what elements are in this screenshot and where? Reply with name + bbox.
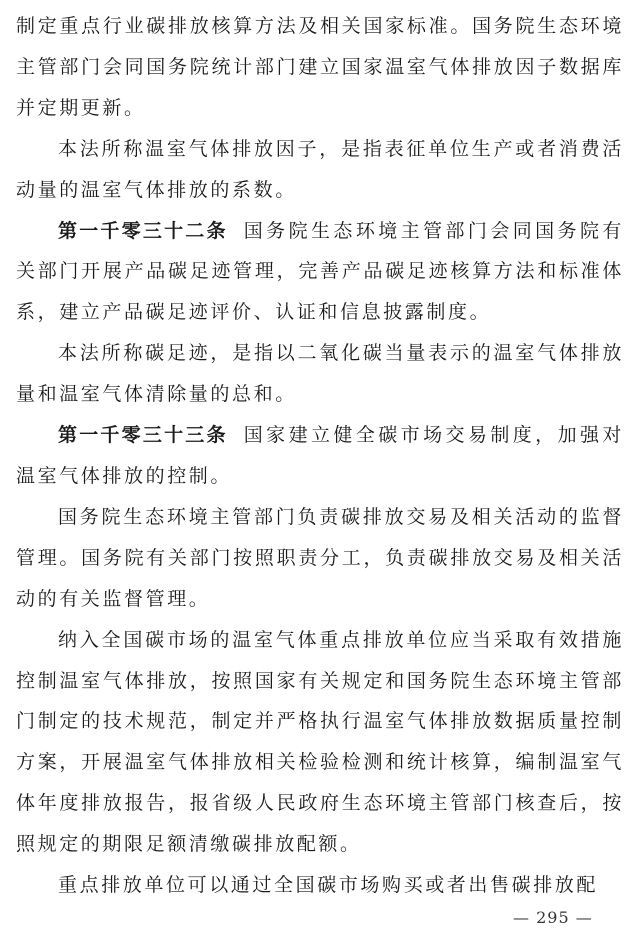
article-1033 (16, 415, 624, 497)
article-number: 第一千零三十三条 (58, 424, 228, 447)
paragraph (16, 333, 624, 415)
paragraph-text: 国家建立健全碳市场交易制度，加强对温室气体排放的控制。 (16, 424, 624, 487)
paragraph (16, 129, 624, 211)
paragraph (16, 497, 624, 620)
paragraph (16, 620, 624, 865)
paragraph (16, 865, 624, 906)
paragraph-text: 国务院生态环境主管部门负责碳排放交易及相关活动的监督管理。国务院有关部门按照职责分工，负责碳排放交易及相关活动的有关监督管理。 (16, 505, 624, 610)
page-number: — 295 — (513, 908, 593, 927)
paragraph-text: 纳入全国碳市场的温室气体重点排放单位应当采取有效措施控制温室气体排放，按照国家有关规定和国务院生态环境主管部门制定的技术规范，制定并严格执行温室气体排放数据质量控制方案，开展温室气体排放相关检验检测和统计核算，编制温室气体年度排放报告，报省级人民政府生态环境主管部门核查后，按照规定的期限足额清缴碳排放配额。 (16, 628, 624, 856)
document-page (16, 6, 624, 906)
paragraph-text: 本法所称温室气体排放因子，是指表征单位生产或者消费活动量的温室气体排放的系数。 (16, 137, 624, 201)
paragraph-text: 重点排放单位可以通过全国碳市场购买或者出售碳排放配 (58, 874, 599, 897)
paragraph-continuation (16, 6, 624, 129)
paragraph-text: 制定重点行业碳排放核算方法及相关国家标准。国务院生态环境主管部门会同国务院统计部门建立国家温室气体排放因子数据库并定期更新。 (16, 15, 624, 119)
article-1032 (16, 211, 624, 334)
article-number: 第一千零三十二条 (58, 219, 228, 242)
paragraph-text: 本法所称碳足迹，是指以二氧化碳当量表示的温室气体排放量和温室气体清除量的总和。 (16, 342, 624, 406)
paragraph-text: 国务院生态环境主管部门会同国务院有关部门开展产品碳足迹管理，完善产品碳足迹核算方法和标准体系，建立产品碳足迹评价、认证和信息披露制度。 (16, 219, 624, 324)
